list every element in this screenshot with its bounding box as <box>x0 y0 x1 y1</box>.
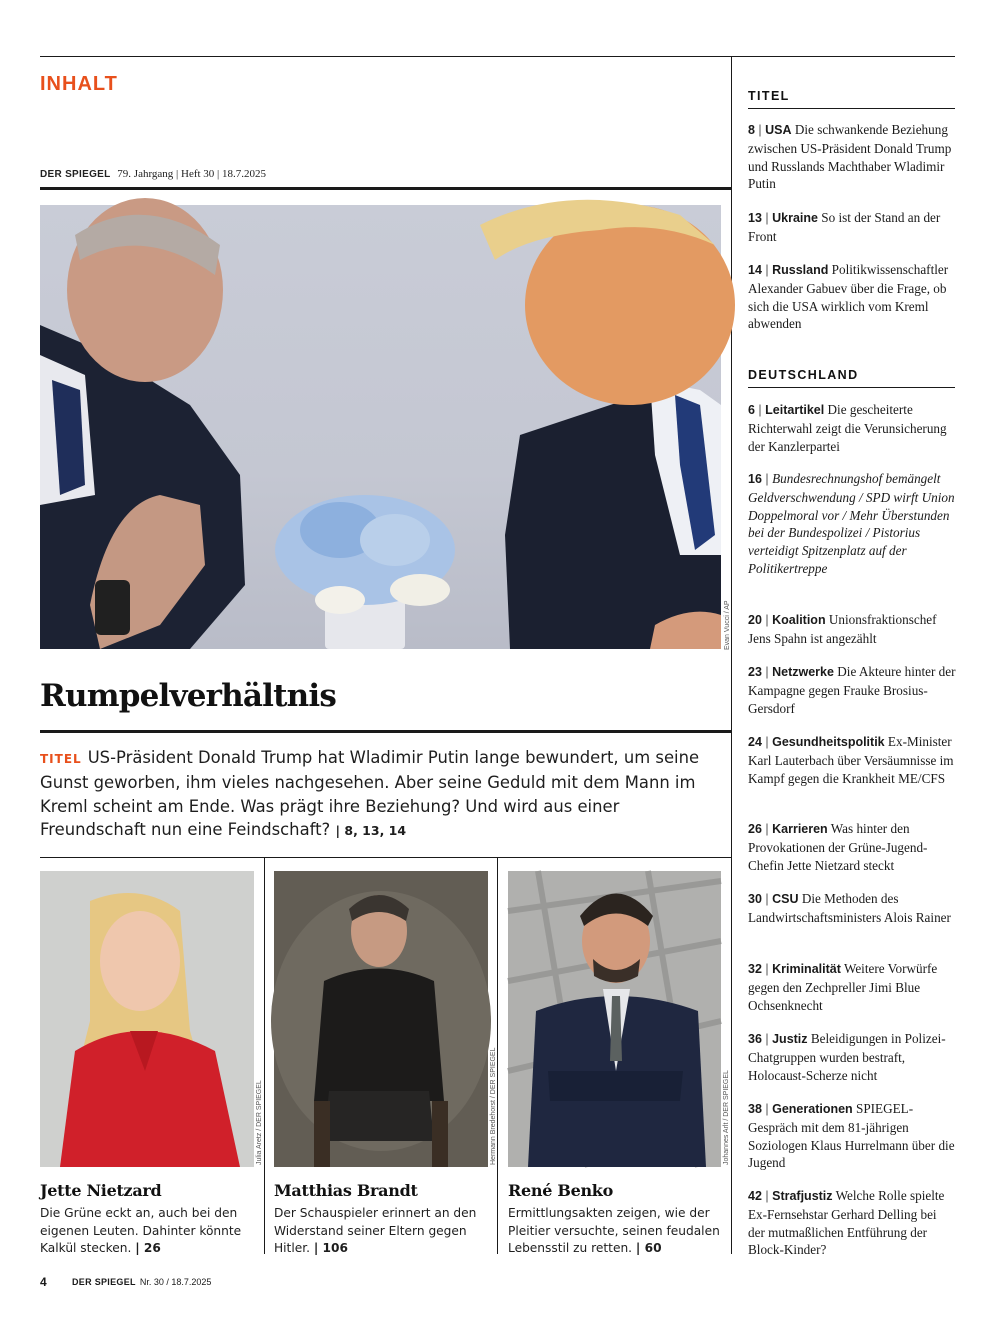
toc-description: Bundesrechnungshof bemängelt Geldverschwendung / SPD wirft Union Doppelmoral vor / Mehr Überstunden bei der Bundespolizei / Pistorius verteidigt Spitzenplatz auf der Politikertreppe <box>748 471 955 576</box>
footer-logo: DER SPIEGEL <box>72 1277 136 1287</box>
toc-separator: | <box>761 263 773 277</box>
toc-page-number: 38 <box>748 1102 762 1116</box>
toc-page-number: 16 <box>748 472 762 486</box>
toc-entry[interactable] <box>748 1100 956 1172</box>
person-name: René Benko <box>508 1181 613 1200</box>
toc-entry[interactable] <box>748 611 956 648</box>
toc-entry[interactable] <box>748 663 956 717</box>
cover-lead <box>40 746 720 842</box>
top-rule <box>40 56 955 57</box>
people-divider-1 <box>264 857 265 1254</box>
person-teaser <box>508 1205 728 1258</box>
toc-separator: | <box>761 665 773 679</box>
footer-issue: Nr. 30 / 18.7.2025 <box>139 1277 212 1287</box>
toc-entry[interactable] <box>748 820 956 874</box>
toc-description: Die Akteure hinter der Kampagne gegen Frauke Brosius-Gersdorf <box>748 664 956 716</box>
toc-section-title: DEUTSCHLAND <box>748 368 859 382</box>
toc-entry[interactable] <box>748 733 956 787</box>
toc-page-number: 20 <box>748 613 762 627</box>
photo-credit: Hermann Bredehorst / DER SPIEGEL <box>490 1047 497 1165</box>
toc-entry[interactable] <box>748 401 956 455</box>
toc-keyword: Koalition <box>772 613 826 627</box>
toc-page-number: 36 <box>748 1032 762 1046</box>
toc-page-number: 13 <box>748 211 762 225</box>
toc-keyword: Strafjustiz <box>772 1189 833 1203</box>
teaser-text: Ermittlungsakten zeigen, wie der Pleitier versuchte, seinen feudalen Lebensstil zu retten. <box>508 1206 720 1256</box>
page-reference: | 60 <box>635 1241 662 1256</box>
toc-keyword: Leitartikel <box>765 403 825 417</box>
toc-separator: | <box>761 735 773 749</box>
person-name: Jette Nietzard <box>40 1181 162 1200</box>
toc-keyword: Gesundheitspolitik <box>772 735 885 749</box>
page-reference: | 8, 13, 14 <box>335 822 407 838</box>
toc-description: Die Methoden des Landwirtschaftsministers Alois Rainer <box>748 891 951 925</box>
headline-rule <box>40 730 731 733</box>
header-rule <box>40 187 731 190</box>
toc-separator: | <box>761 613 773 627</box>
toc-page-number: 26 <box>748 822 762 836</box>
page-reference: | 26 <box>135 1241 161 1256</box>
toc-entry[interactable] <box>748 1187 956 1259</box>
toc-entry[interactable] <box>748 1030 956 1084</box>
toc-separator: | <box>761 892 773 906</box>
teaser-text: Der Schauspieler erinnert an den Widerstand seiner Eltern gegen Hitler. <box>274 1206 477 1256</box>
toc-separator: | <box>761 1032 773 1046</box>
photo-credit: Julia Aretz / DER SPIEGEL <box>256 1080 263 1165</box>
toc-separator: | <box>761 1102 773 1116</box>
toc-keyword: Karrieren <box>772 822 828 836</box>
photo-credit: Evan Vucci / AP <box>724 600 731 650</box>
toc-description: Welche Rolle spielte Ex-Fernsehstar Gerhard Delling bei der mutmaßlichen Entführung der Block-Kinder? <box>748 1188 945 1258</box>
people-divider-2 <box>497 857 498 1254</box>
cover-photo <box>40 205 731 650</box>
toc-entry[interactable] <box>748 890 956 927</box>
toc-page-number: 14 <box>748 263 762 277</box>
teaser-text: Die Grüne eckt an, auch bei den eigenen Leuten. Dahinter könnte Kalkül stecken. <box>40 1206 242 1256</box>
brand-logo: DER SPIEGEL <box>40 169 111 180</box>
toc-page-number: 23 <box>748 665 762 679</box>
putin-trump-photo <box>40 205 721 649</box>
page-reference: | 106 <box>313 1241 348 1256</box>
toc-keyword: Justiz <box>772 1032 808 1046</box>
people-rule <box>40 857 731 858</box>
toc-page-number: 32 <box>748 962 762 976</box>
toc-page-number: 8 <box>748 123 755 137</box>
toc-description: Die gescheiterte Richterwahl zeigt die Verunsicherung der Kanzlerpartei <box>748 402 947 454</box>
toc-separator: | <box>754 403 766 417</box>
toc-separator: | <box>761 472 773 486</box>
toc-separator: | <box>754 123 766 137</box>
toc-description: Politikwissenschaftler Alexander Gabuev über die Frage, ob sich die USA wirklich vom Kreml abwenden <box>748 262 949 332</box>
photo-credit: Johannes Arlt / DER SPIEGEL <box>723 1070 730 1165</box>
toc-page-number: 6 <box>748 403 755 417</box>
toc-entry[interactable] <box>748 960 956 1014</box>
section-label: INHALT <box>40 73 118 95</box>
toc-description: Weitere Vorwürfe gegen den Zechpreller Jimi Blue Ochsenknecht <box>748 961 938 1013</box>
toc-entry[interactable] <box>748 121 956 193</box>
toc-keyword: Russland <box>772 263 829 277</box>
person-teaser <box>274 1205 494 1258</box>
topic-tag: TITEL <box>40 752 82 766</box>
toc-section-title: TITEL <box>748 89 790 103</box>
toc-separator: | <box>761 962 773 976</box>
page-number: 4 <box>40 1275 47 1289</box>
toc-separator: | <box>761 1189 773 1203</box>
toc-page-number: 42 <box>748 1189 762 1203</box>
lead-text: US-Präsident Donald Trump hat Wladimir Putin lange bewundert, um seine Gunst geworben, ihm vieles nachgesehen. Aber seine Geduld mit dem Mann im Kreml scheint am Ende. Was prägt ihre Beziehung? Und wird aus einer Freundschaft nun eine Feindschaft? <box>40 748 700 839</box>
toc-page-number: 30 <box>748 892 762 906</box>
issue-info: 79. Jahrgang | Heft 30 | 18.7.2025 <box>117 168 267 180</box>
toc-description: So ist der Stand an der Front <box>748 210 941 244</box>
person-teaser <box>40 1205 260 1258</box>
toc-keyword: USA <box>765 123 792 137</box>
toc-keyword: Netzwerke <box>772 665 834 679</box>
toc-description: Ex-Minister Karl Lauterbach über Versäumnisse im Kampf gegen die Krankheit ME/CFS <box>748 734 954 786</box>
toc-description: SPIEGEL-Gespräch mit dem 81-jährigen Soziologen Klaus Hurrelmann über die Jugend <box>748 1101 955 1171</box>
toc-keyword: CSU <box>772 892 799 906</box>
toc-separator: | <box>761 822 773 836</box>
column-divider <box>731 56 732 1254</box>
portrait-rene-benko <box>508 871 730 1167</box>
toc-separator: | <box>761 211 773 225</box>
issue-line <box>40 168 266 180</box>
toc-keyword: Kriminalität <box>772 962 841 976</box>
toc-description: Was hinter den Provokationen der Grüne-Jugend-Chefin Jette Nietzard steckt <box>748 821 928 873</box>
person-name: Matthias Brandt <box>274 1181 418 1200</box>
toc-description: Die schwankende Beziehung zwischen US-Präsident Donald Trump und Russlands Machthaber Wladimir Putin <box>748 122 952 192</box>
toc-entry[interactable] <box>748 209 956 246</box>
toc-entry[interactable] <box>748 470 956 578</box>
cover-headline: Rumpelverhältnis <box>40 678 337 714</box>
toc-description: Beleidigungen in Polizei-Chatgruppen wurden bestraft, Holocaust-Scherze nicht <box>748 1031 946 1083</box>
toc-description: Unionsfraktionschef Jens Spahn ist angezählt <box>748 612 937 646</box>
toc-page-number: 24 <box>748 735 762 749</box>
portrait-matthias-brandt <box>274 871 497 1167</box>
toc-entry[interactable] <box>748 261 956 333</box>
toc-keyword: Generationen <box>772 1102 853 1116</box>
toc-section-rule <box>748 108 955 109</box>
toc-section-rule <box>748 387 955 388</box>
toc-keyword: Ukraine <box>772 211 818 225</box>
portrait-jette-nietzard <box>40 871 263 1167</box>
footer-brand <box>72 1277 211 1287</box>
